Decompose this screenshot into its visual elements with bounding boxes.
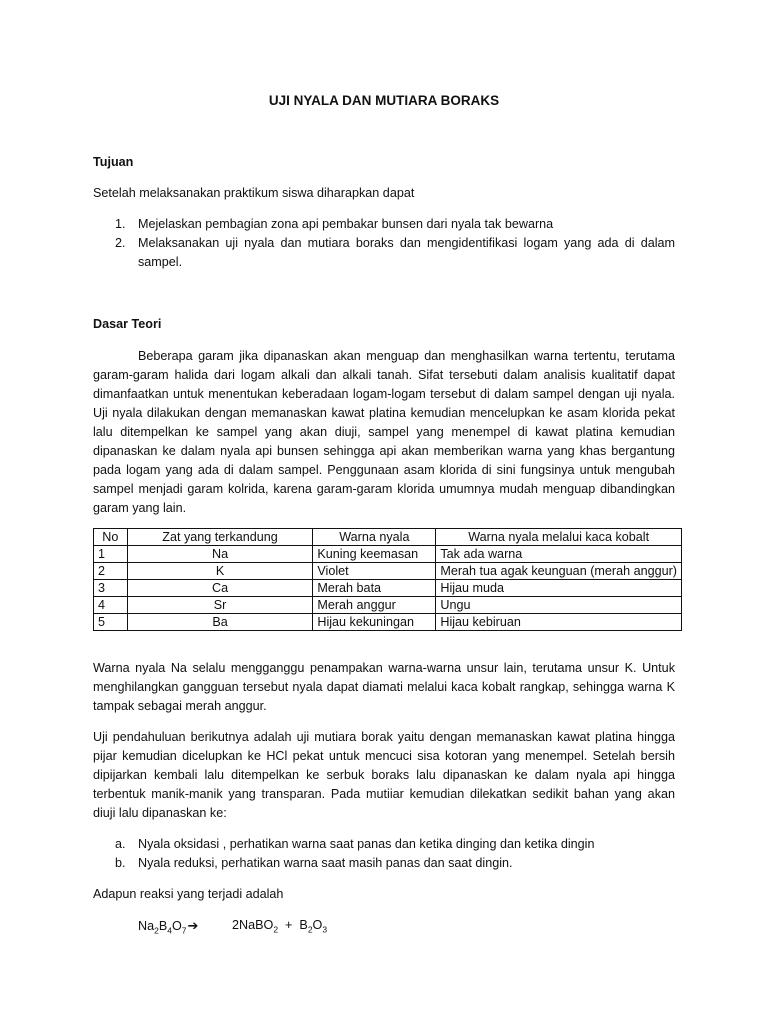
nyala-list [93,835,675,873]
paragraph-na: Warna nyala Na selalu mengganggu penampakan warna-warna unsur lain, terutama unsur K. Untuk menghilangkan gangguan tersebut nyala dapat diamati melalui kaca kobalt rangkap, sehingga warna K tampak sebagai merah anggur. [93,661,675,713]
flame-color-table [93,528,682,631]
cell-zat: Sr [127,597,313,614]
table-row [94,614,682,631]
tujuan-item: 1. Mejelaskan pembagian zona api pembakar bunsen dari nyala tak bewarna [115,217,554,231]
product-formula: 2NaBO$_2$ + $B_2O_3$ [232,918,328,935]
cell-no: 3 [94,580,128,597]
col-header-zat: Zat yang terkandung [127,529,313,546]
cell-warna: Violet [313,563,436,580]
reaction-equation [138,916,328,936]
nyala-item: b. Nyala reduksi, perhatikan warna saat masih panas dan saat dingin. [115,856,513,870]
table-row [94,580,682,597]
col-header-kobalt: Warna nyala melalui kaca kobalt [436,529,682,546]
cell-warna: Merah anggur [313,597,436,614]
tujuan-intro: Setelah melaksanakan praktikum siswa diharapkan dapat [93,186,415,200]
table-header-row [94,529,682,546]
cell-kobalt: Hijau kebiruan [436,614,682,631]
heading-dasar-teori: Dasar Teori [93,317,162,331]
table-row [94,546,682,563]
col-header-warna: Warna nyala [313,529,436,546]
table-row [94,597,682,614]
cell-zat: Ca [127,580,313,597]
cell-kobalt: Tak ada warna [436,546,682,563]
table-row [94,563,682,580]
dasar-teori-paragraph: Beberapa garam jika dipanaskan akan menguap dan menghasilkan warna tertentu, terutama garam-garam halida dari logam alkali dan alkali tanah. Sifat tersebuti dalam analisis kualitatif dapat dimanfaatkan untuk menentukan keberadaan logam-logam tersebut di dalam sampel dengan uji nyala. Uji nyala dilakukan dengan memanaskan kawat platina kemudian mencelupkan ke asam klorida pekat lalu ditempelkan ke sampel yang akan diuji, sampel yang menempel di kawat platina kemudian dipanaskan ke dalam nyala api bunsen sehingga api akan memberikan warna yang khas bergantung pada logam yang ada di dalam sampel. Penggunaan asam klorida di sini fungsinya untuk mengubah sampel menjadi garam kolrida, karena garam-garam klorida umumnya mudah menguap dibandingkan garam yang lain. [93,349,675,515]
tujuan-item: 2. Melaksanakan uji nyala dan mutiara boraks dan mengidentifikasi logam yang ada di dalam sampel. [115,236,675,269]
cell-zat: Ba [127,614,313,631]
cell-warna: Kuning keemasan [313,546,436,563]
cell-warna: Merah bata [313,580,436,597]
cell-kobalt: Merah tua agak keunguan (merah anggur) [436,563,682,580]
cell-no: 4 [94,597,128,614]
cell-warna: Hijau kekuningan [313,614,436,631]
cell-no: 5 [94,614,128,631]
cell-zat: K [127,563,313,580]
cell-no: 2 [94,563,128,580]
nyala-item: a. Nyala oksidasi , perhatikan warna saat panas dan ketika dinging dan ketika dingin [115,837,595,851]
cell-no: 1 [94,546,128,563]
reaction-arrow-icon: ➔ [187,918,199,933]
cell-zat: Na [127,546,313,563]
cell-kobalt: Ungu [436,597,682,614]
reaksi-intro: Adapun reaksi yang terjadi adalah [93,887,284,901]
heading-tujuan: Tujuan [93,155,134,169]
tujuan-list [93,215,675,272]
paragraph-uji-mutiara: Uji pendahuluan berikutnya adalah uji mutiara borak yaitu dengan memanaskan kawat platina hingga pijar kemudian dicelupkan ke HCl pekat untuk mencuci sisa kotoran yang menempel. Setelah bersih dipijarkan kembali lalu ditempelkan ke serbuk boraks lalu dipanaskan ke dalam nyala api hingga terbentuk manik-manik yang transparan. Pada mutiiar kemudian dilekatkan sedikit bahan yang akan diuji lalu dipanaskan ke: [93,730,675,820]
document-title: UJI NYALA DAN MUTIARA BORAKS [268,93,500,108]
reactant-formula: $Na_2B_4O_7$ [138,919,187,936]
cell-kobalt: Hijau muda [436,580,682,597]
col-header-no: No [94,529,128,546]
